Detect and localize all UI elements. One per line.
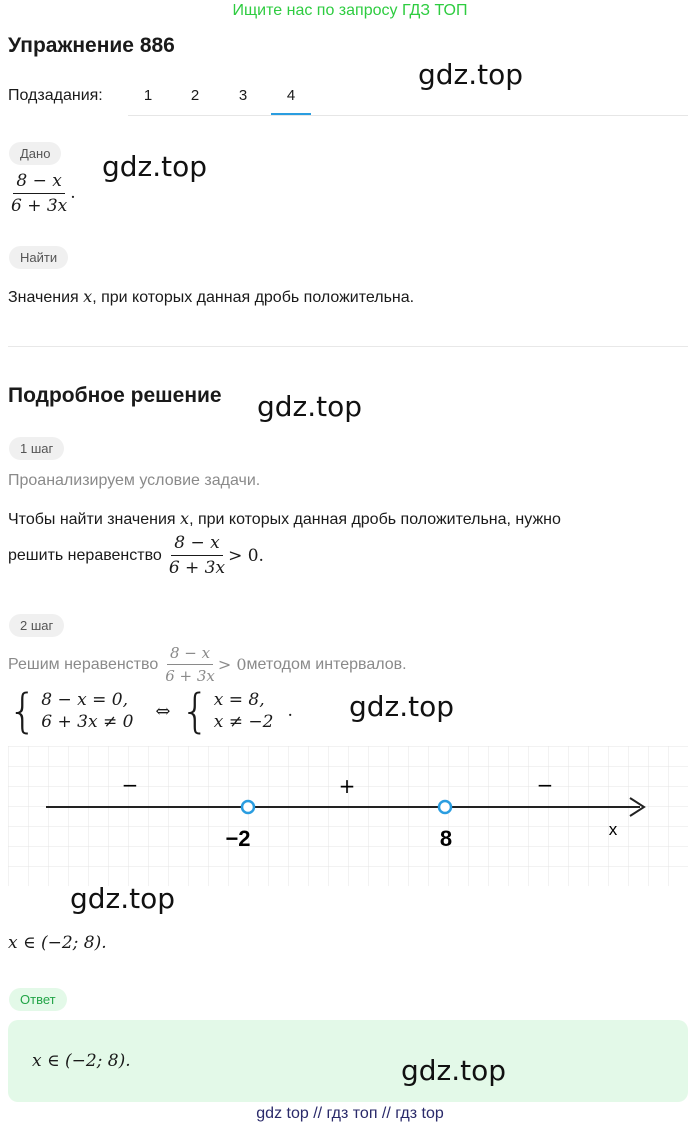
grid-background — [8, 746, 688, 886]
watermark: gdz.top — [349, 690, 455, 723]
point-label-8: 8 — [439, 826, 453, 851]
number-line-diagram — [8, 746, 688, 886]
step2-numerator: 8 − x — [167, 644, 213, 665]
active-tab-indicator — [271, 113, 311, 115]
answer-badge: Ответ — [9, 988, 67, 1011]
step1-denominator: 6 + 3x — [168, 558, 226, 578]
given-numerator: 8 − x — [13, 171, 64, 194]
equivalence-sign: ⇔ — [155, 700, 171, 722]
watermark: gdz.top — [257, 390, 363, 423]
step1-badge: 1 шаг — [9, 437, 64, 460]
step1-relation: > 0. — [228, 545, 264, 566]
step1-intro: Проанализируем условие задачи. — [8, 472, 261, 489]
solution-title: Подробное решение — [8, 384, 222, 407]
tab-subtask-2[interactable]: 2 — [190, 87, 200, 104]
system-right — [180, 684, 274, 738]
answer-text: x ∈ (−2; 8). — [32, 1051, 131, 1071]
system-right-line-2: x ≠ −2 — [213, 712, 274, 732]
tab-subtask-3[interactable]: 3 — [238, 87, 248, 104]
step1-line2-text: решить неравенство — [8, 546, 162, 564]
step1-fraction — [166, 533, 228, 578]
brace-left: { — [8, 684, 38, 738]
watermark: gdz.top — [418, 58, 524, 91]
step2-intro-after: методом интервалов. — [246, 655, 407, 673]
given-badge: Дано — [9, 142, 61, 165]
tabs-divider — [128, 115, 688, 116]
point-minus-2 — [242, 801, 254, 813]
result-interval: x ∈ (−2; 8). — [8, 933, 107, 953]
step1-numerator: 8 − x — [171, 533, 222, 556]
brace-right: { — [180, 684, 210, 738]
subtasks-label: Подзадания: — [8, 87, 103, 104]
given-period: . — [70, 183, 76, 203]
step1-line1-after: , при которых данная дробь положительна, нужно — [189, 511, 561, 528]
system-right-line-1: x = 8, — [213, 690, 265, 710]
footer-links: gdz top // гдз топ // гдз top — [256, 1105, 444, 1122]
given-denominator: 6 + 3x — [11, 196, 68, 216]
step1-line2 — [8, 533, 264, 578]
step2-denominator: 6 + 3x — [165, 667, 215, 685]
find-badge: Найти — [9, 246, 68, 269]
system-left-line-1: 8 − x = 0, — [41, 690, 129, 710]
watermark: gdz.top — [102, 150, 208, 183]
system-left — [8, 684, 134, 738]
promo-banner: Ищите нас по запросу ГДЗ ТОП — [232, 2, 468, 19]
step2-relation: > 0 — [217, 655, 247, 674]
system-period: . — [287, 701, 293, 721]
interval-sign-3: − — [536, 773, 554, 797]
section-divider — [8, 346, 688, 347]
system-left-line-2: 6 + 3x ≠ 0 — [41, 712, 134, 732]
point-label-minus-2: −2 — [225, 826, 251, 851]
find-text — [8, 287, 414, 307]
step2-badge: 2 шаг — [9, 614, 64, 637]
interval-sign-2: + — [338, 774, 356, 798]
step2-intro-before: Решим неравенство — [8, 655, 159, 673]
step2-intro — [8, 644, 407, 685]
axis-label-x: x — [608, 820, 618, 839]
exercise-title: Упражнение 886 — [8, 34, 175, 57]
given-fraction — [8, 171, 76, 216]
step1-variable: x — [180, 509, 190, 528]
step1-line1 — [8, 509, 561, 529]
find-variable: x — [83, 287, 93, 306]
interval-sign-1: − — [121, 773, 139, 797]
step2-fraction — [162, 644, 218, 685]
tab-subtask-1[interactable]: 1 — [143, 87, 153, 104]
watermark: gdz.top — [70, 882, 176, 915]
step1-line1-before: Чтобы найти значения — [8, 511, 181, 528]
point-8 — [439, 801, 451, 813]
find-text-after: , при которых данная дробь положительна. — [92, 289, 415, 306]
equation-system — [8, 684, 293, 738]
find-text-before: Значения — [8, 289, 84, 306]
tab-subtask-4[interactable]: 4 — [286, 87, 296, 104]
watermark: gdz.top — [401, 1054, 507, 1087]
